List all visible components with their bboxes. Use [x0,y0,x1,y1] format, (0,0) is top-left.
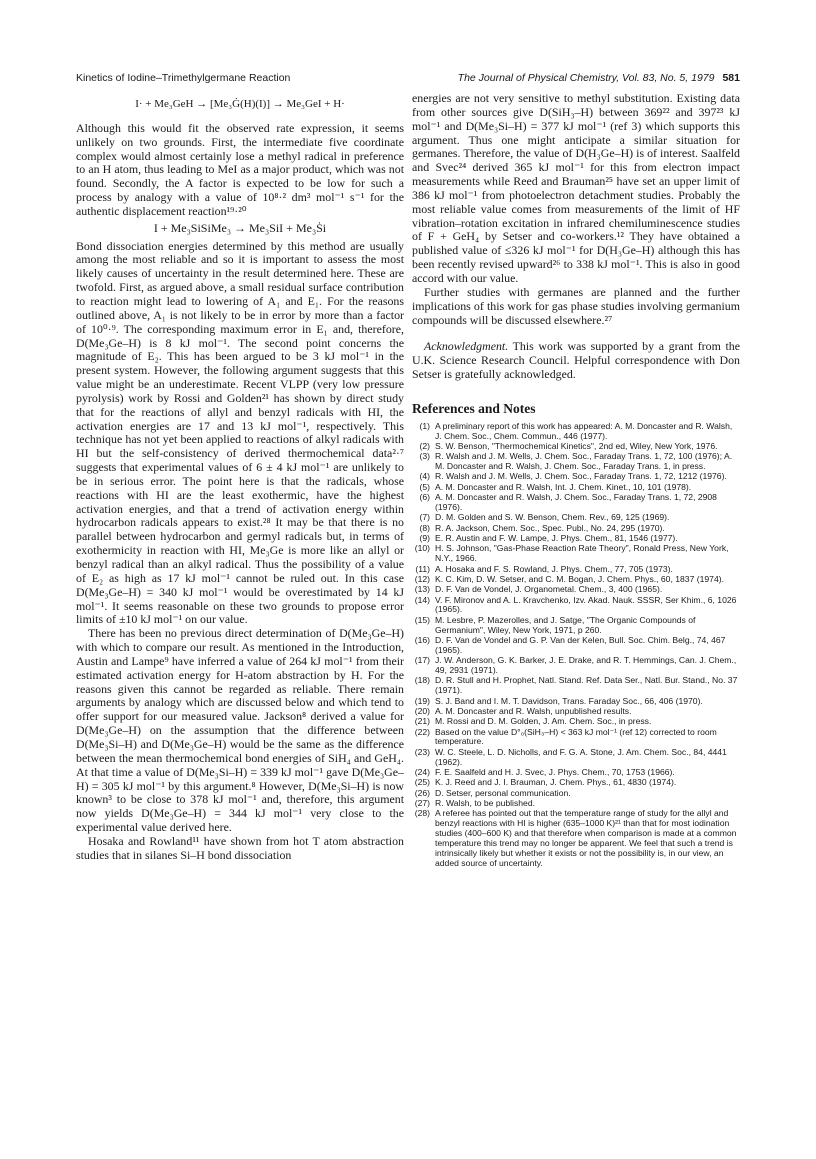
reference-item [412,656,740,676]
reference-text: A referee has pointed out that the temperature range of study for the allyl and benzyl reactions with HI is higher (635–1000 K)²¹ than that for most iodination studies (400–600 K) and that therefore when comparison is made at a common temperature this trend may no longer be apparent. We feel that such a trend is intrinsically likely but whether it exists or not the possibility is, in our view, an added source of uncertainty. [435,808,737,868]
reference-item [412,472,740,482]
paragraph-previous-determination: There has been no previous direct determination of D(Me₃Ge–H) with which to compare our result. As mentioned in the Introduction, Austin and Lampe⁹ have inferred a value of 264 kJ mol⁻¹ from their estimated activation energy for H-atom abstraction by H. For the reasons given this cannot be regarded as reliable. There remain arguments by analogy which are discussed below and which tend to offer support for our measured value. Jackson⁸ derived a value for D(Me₃Ge–H) on the assumption that the difference between D(Me₃Si–H) and D(Me₃Ge–H) would be the same as the difference between the mean thermochemical bond energies of SiH₄ and GeH₄. At that time a value of D(Me₃Si–H) = 339 kJ mol⁻¹ gave D(Me₃Ge–H) = 305 kJ mol⁻¹ by this argument.⁸ However, D(Me₃Si–H) is now known³ to be close to 378 kJ mol⁻¹ and, therefore, this argument now yields D(Me₃Ge–H) = 344 kJ mol⁻¹ very close to the experimental value derived here. [76,626,404,835]
reference-number: (11) [415,563,430,574]
reference-number: (3) [419,451,430,462]
reference-item [412,513,740,523]
reference-number: (19) [414,695,430,706]
paragraph-further-studies: Further studies with germanes are planned and the further implications of this work for gas phase studies involving germanium compounds will be discussed elsewhere.²⁷ [412,284,740,327]
reference-number: (13) [414,584,430,595]
reference-text: H. S. Johnson, "Gas-Phase Reaction Rate Theory", Ronald Press, New York, N.Y., 1966. [435,543,729,564]
reference-text: M. Rossi and D. M. Golden, J. Am. Chem. Soc., in press. [435,716,652,727]
right-column [412,92,740,869]
running-head-title: Kinetics of Iodine–Trimethylgermane Reaction [76,72,291,84]
reference-number: (2) [419,440,430,451]
reference-number: (17) [414,655,430,666]
paragraph-methyl-substitution: energies are not very sensitive to methyl substitution. Existing data from other sources give D(SiH₃–H) between 369²² and 397²³ kJ mol⁻¹ and D(Me₃Si–H) = 377 kJ mol⁻¹ (ref 3) which supports this argument. Thus one might anticipate a similar situation for germanes. Therefore, the value of D(H₃Ge–H) is of interest. Saalfeld and Svec²⁴ derived 365 kJ mol⁻¹ for this from electron impact measurements while Reed and Brauman²⁵ have set an upper limit of 386 kJ mol⁻¹ from photoelectron detachment studies. Probably the most reliable value comes from measurements of the limit of HF vibration–rotation excitation in infrared chemiluminescence studies of F + GeH₄ by Setser and co-workers.¹² They have obtained a published value of ≤326 kJ mol⁻¹ for D(H₃Ge–H) although this has been recently revised upward²⁶ to 338 kJ mol⁻¹. This is also in good accord with our value. [412,91,740,285]
reference-text: D. Setser, personal communication. [435,787,571,798]
reference-text: K. C. Kim, D. W. Setser, and C. M. Bogan, J. Chem. Phys., 60, 1837 (1974). [435,573,724,584]
reference-text: R. A. Jackson, Chem. Soc., Spec. Publ., No. 24, 295 (1970). [435,522,665,533]
reference-text: A preliminary report of this work has appeared: A. M. Doncaster and R. Walsh, J. Chem. Soc., Chem. Commun., 446 (1977). [435,420,733,441]
reference-item [412,422,740,442]
reference-item [412,809,740,868]
reference-text: A. M. Doncaster and R. Walsh, Int. J. Chem. Kinet., 10, 101 (1978). [435,481,692,492]
reference-number: (26) [414,787,430,798]
reference-text: M. Lesbre, P. Mazerolles, and J. Satge, "The Organic Compounds of Germanium", Wiley, New York, 1971, p 260. [435,614,696,635]
reference-number: (24) [414,766,430,777]
reference-text: D. F. Van de Vondel and G. P. Van der Kelen, Bull. Soc. Chim. Belg., 74, 467 (1965). [435,634,726,655]
reference-item [412,697,740,707]
reference-text: K. J. Reed and J. I. Brauman, J. Chem. Phys., 61, 4830 (1974). [435,777,677,788]
reference-text: R. Walsh and J. M. Wells, J. Chem. Soc., Faraday Trans. 1, 72, 100 (1976); A. M. Doncaster and R. Walsh, J. Chem. Soc., Faraday Trans. 1, in press. [435,451,733,472]
reference-text: A. M. Doncaster and R. Walsh, unpublished results. [435,705,632,716]
equation-displacement: I· + Me₃GeH → [Me₃Ġ(H)(I)] → Me₃GeI + H· [135,98,345,110]
reference-number: (14) [414,594,430,605]
reference-text: W. C. Steele, L. D. Nicholls, and F. G. A. Stone, J. Am. Chem. Soc., 84, 4441 (1962). [435,746,727,767]
reference-item [412,717,740,727]
reference-number: (16) [414,634,430,645]
reference-item [412,585,740,595]
paragraph-hosaka: Hosaka and Rowland¹¹ have shown from hot T atom abstraction studies that in silanes Si–H bond dissociation [76,833,404,862]
reference-number: (10) [414,543,430,554]
reference-text: E. R. Austin and F. W. Lampe, J. Phys. Chem., 81, 1546 (1977). [435,533,678,543]
reference-item [412,616,740,636]
reference-item [412,544,740,564]
reference-number: (21) [414,716,430,727]
reference-number: (27) [414,797,430,808]
reference-text: D. R. Stull and H. Prophet, Natl. Stand. Ref. Data Ser., Natl. Bur. Stand., No. 37 (1971). [435,675,738,696]
left-column [76,92,404,863]
reference-item [412,636,740,656]
reference-number: (22) [414,726,430,737]
reference-number: (9) [419,533,430,543]
reference-item [412,748,740,768]
reference-text: R. Walsh, to be published. [435,797,535,808]
running-head-journal [458,72,740,84]
reference-number: (8) [419,522,430,533]
reference-number: (12) [414,573,430,584]
acknowledgment-text: This work was supported by a grant from the U.K. Science Research Council. Helpful correspondence with Don Setser is gratefully acknowledged. [412,339,740,382]
reference-text: D. M. Golden and S. W. Benson, Chem. Rev., 69, 125 (1969). [435,512,670,523]
reference-text: A. Hosaka and F. S. Rowland, J. Phys. Chem., 77, 705 (1973). [435,563,673,574]
reference-number: (4) [419,471,430,482]
reference-number: (25) [414,777,430,788]
journal-citation: The Journal of Physical Chemistry, Vol. 83, No. 5, 1979 [457,72,715,84]
reference-number: (23) [414,746,430,757]
reference-number: (15) [414,614,430,625]
paragraph-mechanism: Although this would fit the observed rate expression, it seems unlikely on two grounds. First, the intermediate five coordinate complex would almost certainly lose a methyl radical in preference to an H atom, thus leading to MeI as a major product, which was not found. Secondly, the A factor is expected to be low for such a process by analogy with a value of 10⁸·² dm³ mol⁻¹ s⁻¹ for the authentic displacement reaction¹⁹·²⁰ [76,120,404,218]
equation-disilane: I + Me₃SiSiMe₃ → Me₃SiI + Me₃Ṡi [153,220,327,235]
reference-item [412,493,740,513]
acknowledgment-label: Acknowledgment. [424,339,509,354]
reference-item [412,676,740,696]
reference-number: (20) [414,705,430,716]
reference-text: D. F. Van de Vondel, J. Organometal. Chem., 3, 400 (1965). [435,584,663,595]
reference-number: (6) [419,492,430,503]
reference-item [412,452,740,472]
reference-number: (1) [419,420,430,431]
reference-text: R. Walsh and J. M. Wells, J. Chem. Soc., Faraday Trans. 1, 72, 1212 (1976). [435,471,727,482]
acknowledgment [412,340,740,382]
reference-text: J. W. Anderson, G. K. Barker, J. E. Drake, and R. T. Hemmings, Can. J. Chem., 49, 2931 (1971). [435,655,737,675]
reference-item [412,728,740,748]
reference-number: (7) [419,512,430,523]
reference-text: S. J. Band and I. M. T. Davidson, Trans. Faraday Soc., 66, 406 (1970). [435,695,703,706]
references-heading: References and Notes [412,400,536,416]
reference-text: Based on the value D°₀(SiH₃–H) < 363 kJ mol⁻¹ (ref 12) corrected to room temperature. [435,726,717,747]
paragraph-uncertainty: Bond dissociation energies determined by this method are usually among the most reliable and so it is important to assess the most likely causes of uncertainty in the result determined here. These are twofold. First, as argued above, a small residual surface contribution to reaction might lead to lowering of A₁ and E₁. For the reasons outlined above, A₁ is not likely to be in error by more than a factor of 10⁰·⁹. The corresponding maximum error in E₁ and, therefore, D(Me₃Ge–H) is 8 kJ mol⁻¹. The second point concerns the magnitude of E₂. This has been argued to be 3 kJ mol⁻¹ in the present system. However, the following argument suggests that this value might be an underestimate. Recent VLPP (very low pressure pyrolysis) work by Rossi and Golden²¹ has shown by direct study that for the reactions of allyl and benzyl radicals with HI, the activation energies are 17 and 13 kJ mol⁻¹, respectively. This technique has not yet been applied to reactions of alkyl radicals with HI but the self-consistency of derived thermochemical data²·⁷ suggests that experimental values of 6 ± 4 kJ mol⁻¹ are unlikely to be in serious error. The point here is that the radicals, whose reactions with HI are the least exothermic, have the highest activation energies, and that a trend of activation energy within hydrocarbon radicals appears to exist.²⁸ It may be that there is no parallel between hydrocarbon and germyl radicals but, in terms of exothermicity in reaction with HI, Me₃Ge is more like an allyl or benzyl radical than an alkyl radical. Thus the possibility of a value of E₂ as high as 17 kJ mol⁻¹ cannot be ruled out. In this case D(Me₃Ge–H) = 340 kJ mol⁻¹ would be overestimated by 14 kJ mol⁻¹. It seems reasonable on these two grounds to propose error limits of ±10 kJ mol⁻¹ on our value. [76,238,404,627]
reference-item [412,565,740,575]
page-number: 581 [722,72,740,84]
reference-item [412,778,740,788]
reference-text: S. W. Benson, "Thermochemical Kinetics", 2nd ed, Wiley, New York, 1976. [435,440,718,451]
reference-text: A. M. Doncaster and R. Walsh, J. Chem. Soc., Faraday Trans. 1, 72, 2908 (1976). [435,492,717,512]
reference-text: V. F. Mironov and A. L. Kravchenko, Izv. Akad. Nauk. SSSR, Ser Khim., 6, 1026 (1965). [435,594,737,615]
reference-number: (5) [419,481,430,492]
references-list [412,422,740,869]
reference-item [412,596,740,616]
reference-number: (28) [414,808,430,819]
reference-text: F. E. Saalfeld and H. J. Svec, J. Phys. Chem., 70, 1753 (1966). [435,766,675,777]
reference-item [412,789,740,799]
reference-number: (18) [414,675,430,686]
